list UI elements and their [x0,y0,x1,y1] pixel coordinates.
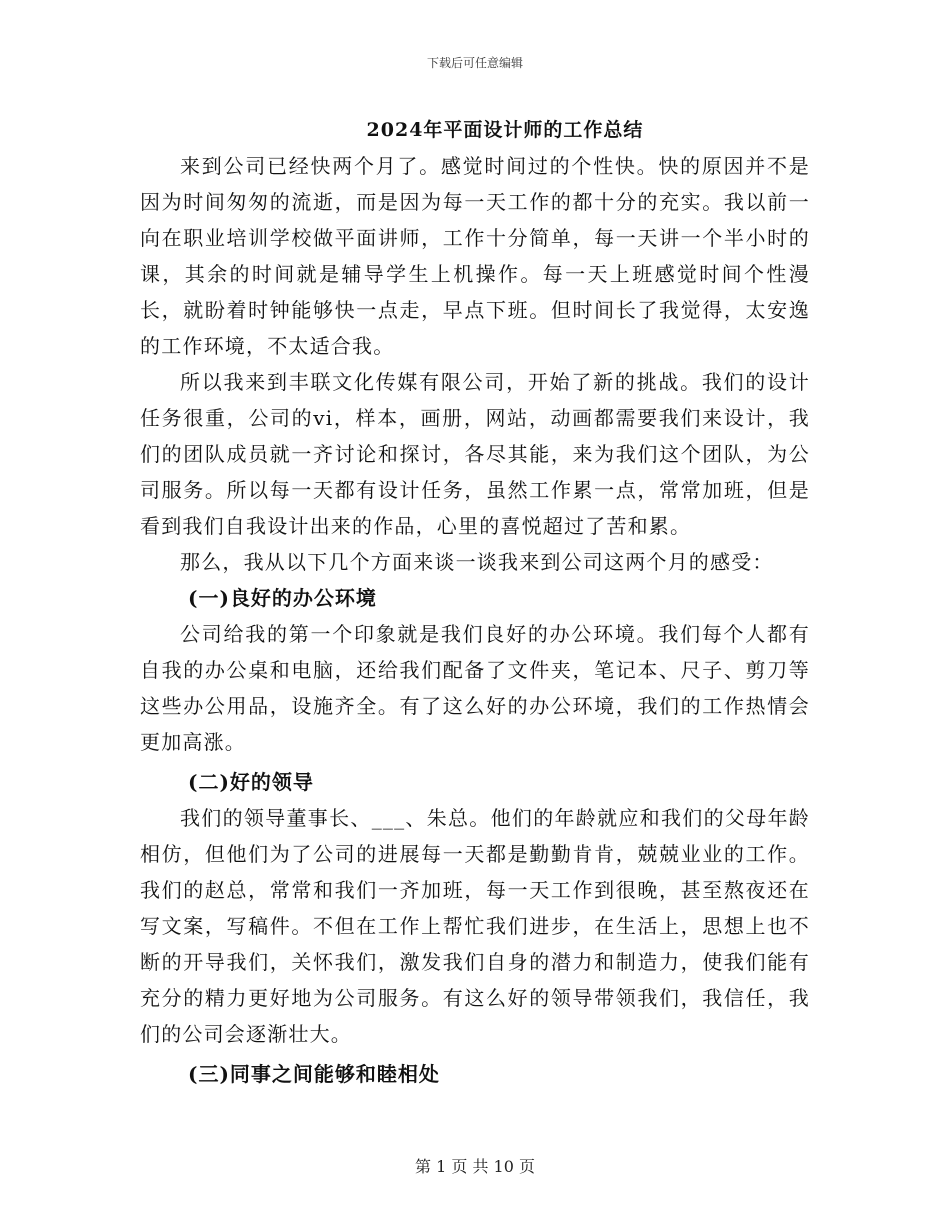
paragraph-intro: 来到公司已经快两个月了。感觉时间过的个性快。快的原因并不是因为时间匆匆的流逝，而是因为每一天工作的都十分的充实。我以前一向在职业培训学校做平面讲师，工作十分简单，每一天讲一个半小时的课，其余的时间就是辅导学生上机操作。每一天上班感觉时间个性漫长，就盼着时钟能够快一点走，早点下班。但时间长了我觉得，太安逸的工作环境，不太适合我。 [140,154,810,358]
paragraph-office-environment: 公司给我的第一个印象就是我们良好的办公环境。我们每个人都有自我的办公桌和电脑，还给我们配备了文件夹，笔记本、尺子、剪刀等这些办公用品，设施齐全。有了这么好的办公环境，我们的工作热情会更加高涨。 [140,622,810,754]
document-title: 2024年平面设计师的工作总结 [366,119,644,141]
page-header: 下载后可任意编辑 [426,56,523,70]
paragraph-new-challenge: 所以我来到丰联文化传媒有限公司，开始了新的挑战。我们的设计任务很重，公司的vi，样本，画册，网站，动画都需要我们来设计，我们的团队成员就一齐讨论和探讨，各尽其能，来为我们这个团队，为公司服务。所以每一天都有设计任务，虽然工作累一点，常常加班，但是看到我们自我设计出来的作品，心里的喜悦超过了苦和累。 [140,370,810,538]
section-heading-leadership: (二)好的领导 [188,770,314,794]
paragraph-leadership: 我们的领导董事长、___、朱总。他们的年龄就应和我们的父母年龄相仿，但他们为了公司的进展每一天都是勤勤肯肯，兢兢业业的工作。我们的赵总，常常和我们一齐加班，每一天工作到很晚，甚至熬夜还在写文案，写稿件。不但在工作上帮忙我们进步，在生活上，思想上也不断的开导我们，关怀我们，激发我们自身的潜力和制造力，使我们能有充分的精力更好地为公司服务。有这么好的领导带领我们，我信任，我们的公司会逐渐壮大。 [140,806,810,1046]
paragraph-overview: 那么，我从以下几个方面来谈一谈我来到公司这两个月的感受： [180,550,774,574]
section-heading-colleagues: (三)同事之间能够和睦相处 [188,1062,440,1086]
document-body [140,112,810,1092]
page-footer: 第 1 页 共 10 页 [415,1157,535,1176]
section-heading-office-environment: (一)良好的办公环境 [188,586,377,610]
